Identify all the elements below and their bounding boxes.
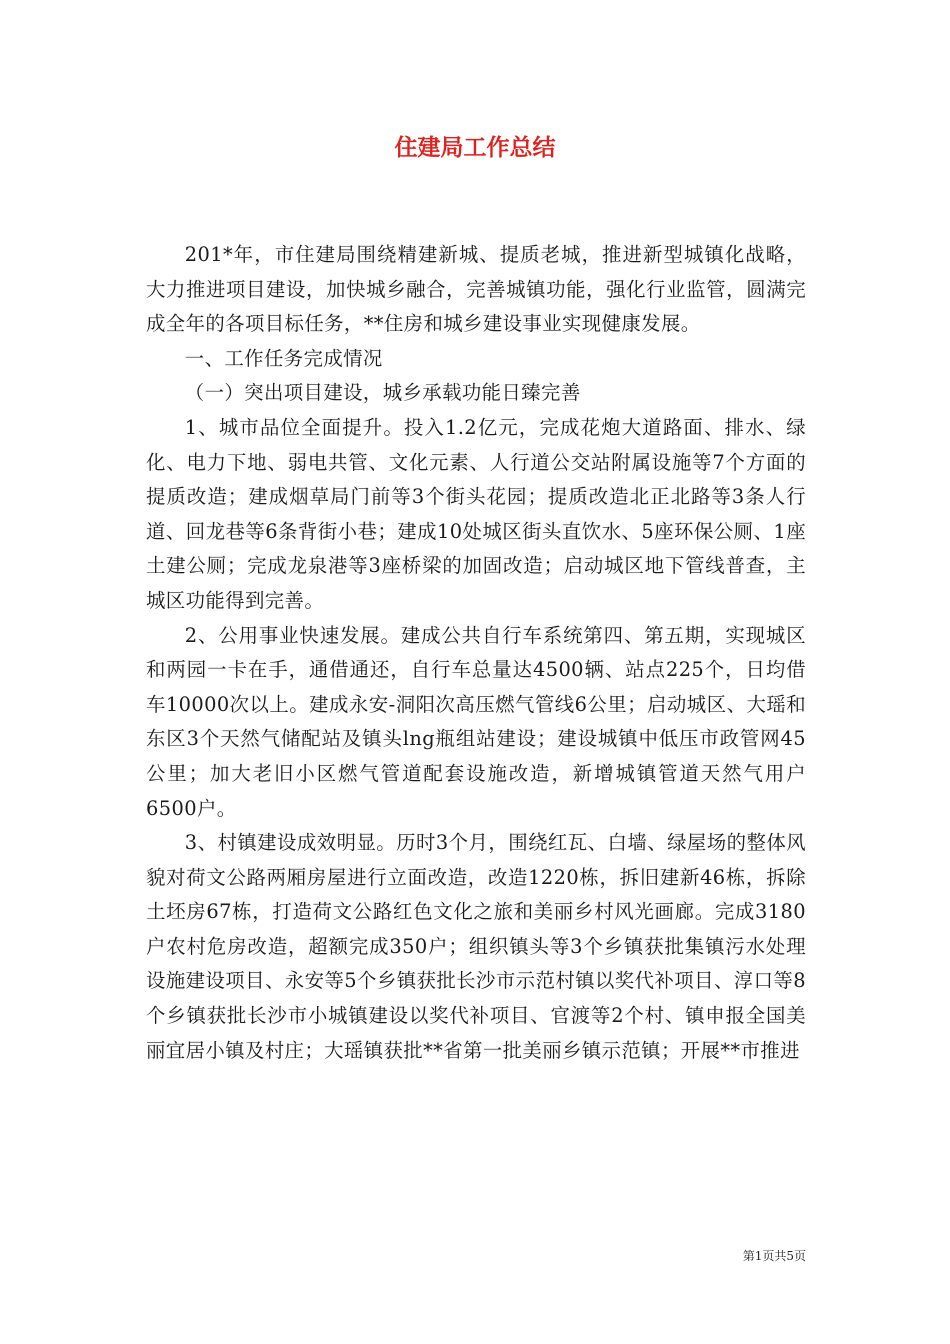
intro-paragraph: 201*年，市住建局围绕精建新城、提质老城，推进新型城镇化战略，大力推进项目建设，加快城乡融合，完善城镇功能，强化行业监管，圆满完成全年的各项目标任务，**住房和城乡建设事业实现健康发展。 <box>146 243 806 336</box>
item-3-paragraph: 3、村镇建设成效明显。历时3个月，围绕红瓦、白墙、绿屋场的整体风貌对荷文公路两厢房屋进行立面改造，改造1220栋，拆旧建新46栋，拆除土坯房67栋，打造荷文公路红色文化之旅和美丽乡村风光画廊。完成3180户农村危房改造，超额完成350户；组织镇头等3个乡镇获批集镇污水处理设施建设项目、永安等5个乡镇获批长沙市示范村镇以奖代补项目、淳口等8个乡镇获批长沙市小城镇建设以奖代补项目、官渡等2个村、镇申报全国美丽宜居小镇及村庄；大瑶镇获批**省第一批美丽乡镇示范镇；开展**市推进 <box>146 831 806 1062</box>
item-1-paragraph: 1、城市品位全面提升。投入1.2亿元，完成花炮大道路面、排水、绿化、电力下地、弱电共管、文化元素、人行道公交站附属设施等7个方面的提质改造；建成烟草局门前等3个街头花园；提质改造北正北路等3条人行道、回龙巷等6条背街小巷；建成10处城区街头直饮水、5座环保公厕、1座土建公厕；完成龙泉港等3座桥梁的加固改造；启动城区地下管线普查，主城区功能得到完善。 <box>146 415 806 612</box>
document-body <box>146 238 806 1068</box>
document-title: 住建局工作总结 <box>394 135 556 161</box>
section-heading: 一、工作任务完成情况 <box>184 346 383 370</box>
subsection-heading: （一）突出项目建设，城乡承载功能日臻完善 <box>184 381 581 405</box>
item-2-paragraph: 2、公用事业快速发展。建成公共自行车系统第四、第五期，实现城区和两园一卡在手，通借通还，自行车总量达4500辆、站点225个，日均借车10000次以上。建成永安-洞阳次高压燃气管线6公里；启动城区、大瑶和东区3个天然气储配站及镇头lng瓶组站建设；建设城镇中低压市政管网45公里；加大老旧小区燃气管道配套设施改造，新增城镇管道天然气用户6500户。 <box>146 623 806 820</box>
page-number: 第1页共5页 <box>742 1249 806 1263</box>
